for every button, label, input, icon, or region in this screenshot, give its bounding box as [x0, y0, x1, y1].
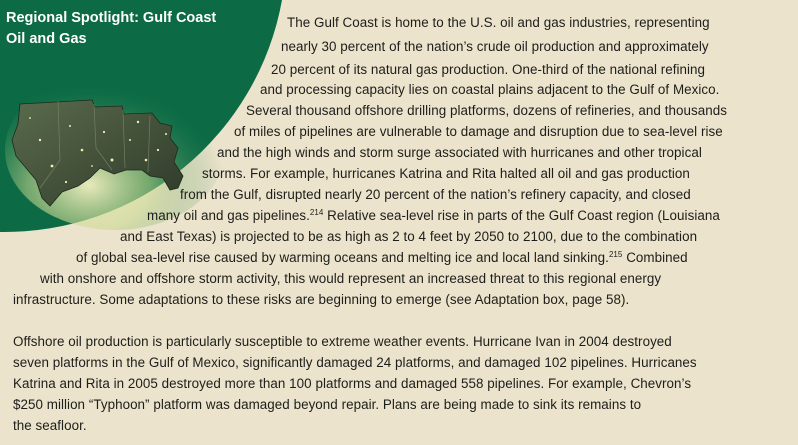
text-line: seven platforms in the Gulf of Mexico, significantly damaged 24 platforms, and damaged 102 pipelines. Hurricanes [13, 355, 697, 370]
text-line: and the high winds and storm surge associated with hurricanes and other tropical [217, 145, 702, 160]
text-run: Relative sea-level rise in parts of the Gulf Coast region (Louisiana [323, 208, 720, 223]
text-line: Katrina and Rita in 2005 destroyed more than 100 platforms and damaged 558 pipelines. For example, Chevron’s [13, 376, 692, 391]
text-run: Combined [622, 250, 688, 265]
text-run: of global sea-level rise caused by warming oceans and melting ice and local land sinking. [76, 250, 609, 265]
text-line: of miles of pipelines are vulnerable to damage and disruption due to sea-level rise [234, 124, 723, 139]
text-line: and East Texas) is projected to be as high as 2 to 4 feet by 2050 to 2100, due to the combination [120, 229, 698, 244]
text-line [147, 206, 720, 225]
text-line: from the Gulf, disrupted nearly 20 percent of the nation’s refinery capacity, and closed [180, 187, 691, 202]
spotlight-title [6, 8, 216, 50]
text-line: Several thousand offshore drilling platforms, dozens of refineries, and thousands [246, 103, 727, 118]
text-line: and processing capacity lies on coastal plains adjacent to the Gulf of Mexico. [260, 82, 720, 97]
text-run: many oil and gas pipelines. [147, 208, 310, 223]
text-line: $250 million “Typhoon” platform was damaged beyond repair. Plans are being made to sink its remains to [13, 397, 642, 412]
text-line: storms. For example, hurricanes Katrina and Rita halted all oil and gas production [202, 166, 690, 181]
text-line: Offshore oil production is particularly susceptible to extreme weather events. Hurricane Ivan in 2004 destroyed [13, 334, 672, 349]
spotlight-title-line1: Regional Spotlight: Gulf Coast [6, 10, 217, 26]
text-line: 20 percent of its natural gas production. One-third of the national refining [271, 62, 706, 77]
text-line: the seafloor. [13, 418, 87, 433]
footnote-marker: 215 [608, 250, 623, 259]
text-line: with onshore and offshore storm activity, this would represent an increased threat to this regional energy [40, 271, 662, 286]
text-line: infrastructure. Some adaptations to these risks are beginning to emerge (see Adaptation box, page 58). [13, 292, 630, 307]
footnote-marker: 214 [309, 208, 324, 217]
text-line: The Gulf Coast is home to the U.S. oil and gas industries, representing [287, 15, 710, 30]
text-line [76, 248, 688, 267]
text-line: nearly 30 percent of the nation’s crude oil production and approximately [281, 39, 709, 54]
spotlight-title-line2: Oil and Gas [6, 31, 87, 47]
